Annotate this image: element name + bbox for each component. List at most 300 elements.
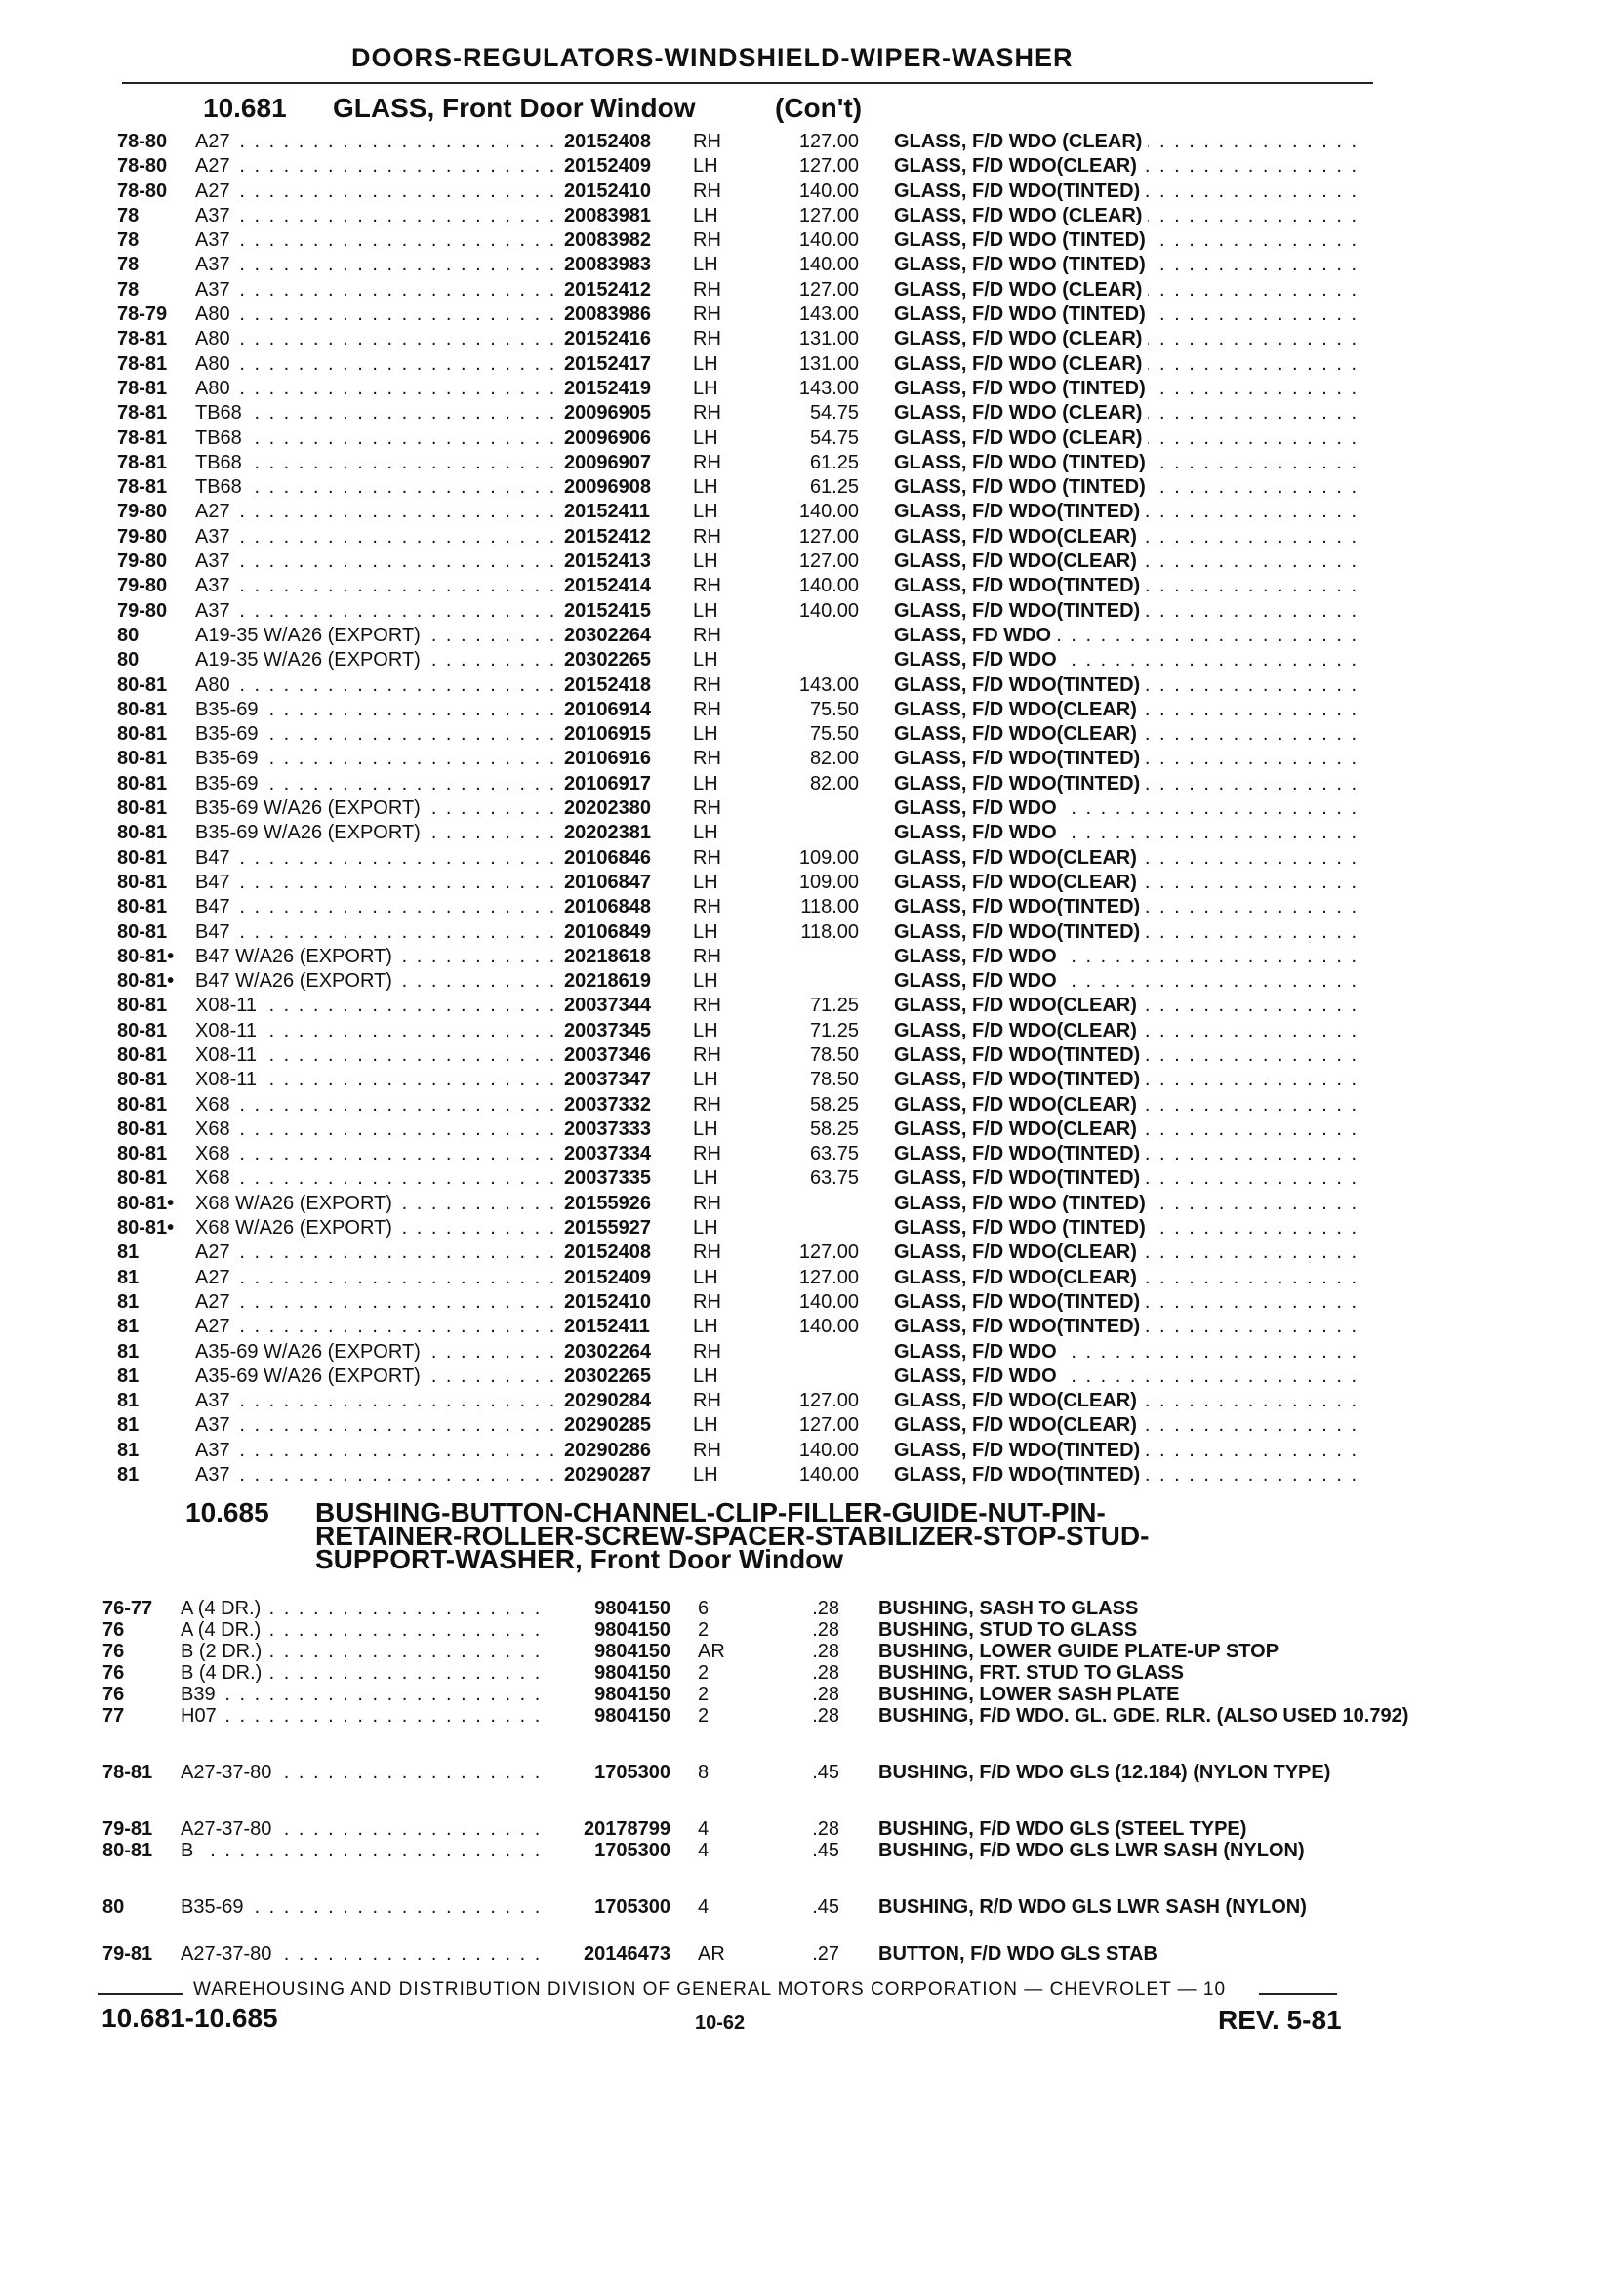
description-cell (894, 1142, 1480, 1166)
side: LH (693, 649, 718, 672)
side: RH (693, 673, 721, 696)
part-number: 20152417 (558, 352, 681, 377)
description: GLASS, F/D WDO (CLEAR) (894, 278, 1148, 303)
side: RH (693, 328, 721, 350)
model-code: A37 (195, 525, 236, 550)
description-cell (894, 377, 1480, 401)
quantity: 8 (698, 1762, 710, 1783)
model-years: 76 (102, 1619, 125, 1641)
description: GLASS, F/D WDO(CLEAR) (894, 994, 1143, 1018)
price: 143.00 (798, 673, 859, 696)
description-cell (894, 1364, 1480, 1389)
price: 58.25 (809, 1118, 859, 1140)
model-code: X08-11 (195, 1068, 263, 1092)
part-number: 20302264 (558, 624, 681, 648)
price: 63.75 (809, 1143, 859, 1165)
table-row (117, 1192, 1386, 1216)
description-cell (894, 1439, 1480, 1463)
quantity: 4 (698, 1840, 710, 1861)
description-cell (894, 772, 1480, 796)
part-number: 20152412 (558, 525, 681, 550)
model-years: 80-81 (117, 920, 168, 943)
model-years: 80 (117, 624, 140, 646)
description: GLASS, F/D WDO(TINTED) (894, 1142, 1146, 1166)
description-cell (894, 303, 1480, 327)
price: 140.00 (798, 599, 859, 622)
description-cell (894, 500, 1480, 524)
footer-page-number: 10-62 (695, 2013, 746, 2034)
side: RH (693, 1043, 721, 1066)
price: 127.00 (798, 525, 859, 548)
model-years: 78-80 (117, 155, 168, 178)
price: 61.25 (809, 451, 859, 473)
model-years: 81 (117, 1290, 140, 1313)
model-years: 81 (117, 1340, 140, 1363)
table-row (102, 1762, 1391, 1805)
model-years: 80-81 (117, 673, 168, 696)
model-years: 80-81 (117, 723, 168, 746)
model-code: TB68 (195, 427, 248, 451)
table-row (117, 920, 1386, 945)
model-years: 80-81 (117, 1019, 168, 1041)
model-code: X08-11 (195, 1019, 263, 1043)
model-code: A27 (195, 1315, 236, 1339)
part-number: 1705300 (544, 1840, 670, 1861)
model-years: 80-81• (117, 945, 175, 967)
part-number: 20290284 (558, 1389, 681, 1413)
quantity: 2 (698, 1705, 710, 1727)
price: 127.00 (798, 131, 859, 152)
table-row (117, 599, 1386, 624)
model-code: B35-69 (195, 747, 264, 771)
model-years: 79-80 (117, 575, 168, 597)
side: RH (693, 1093, 721, 1116)
side: RH (693, 995, 721, 1017)
parts-list-10681 (117, 130, 1386, 1487)
part-number: 20152416 (558, 327, 681, 351)
table-row (117, 1043, 1386, 1068)
table-row (102, 1598, 1391, 1619)
table-row (117, 327, 1386, 351)
model-years: 80-81 (117, 748, 168, 770)
side: LH (693, 599, 718, 622)
model-years: 78-81 (117, 328, 168, 350)
footer-rule-right (1259, 1993, 1337, 1995)
description-cell (894, 969, 1480, 994)
model-years: 81 (117, 1414, 140, 1437)
part-number: 20096908 (558, 475, 681, 500)
model-code: A27 (195, 154, 236, 179)
part-number: 20146473 (544, 1943, 670, 1965)
model-code: X68 (195, 1166, 236, 1191)
model-code: A80 (195, 352, 236, 377)
side: RH (693, 1242, 721, 1264)
model-code: B35-69 (195, 698, 264, 722)
description: BUSHING, F/D WDO. GL. GDE. RLR. (ALSO USED 10.792) (878, 1705, 1409, 1727)
part-number: 20152411 (558, 500, 681, 524)
model-years: 78-81 (117, 352, 168, 375)
price: 140.00 (798, 1464, 859, 1486)
description-cell (894, 253, 1480, 277)
table-row (117, 204, 1386, 228)
price: 143.00 (798, 304, 859, 326)
table-row (117, 747, 1386, 771)
part-number: 20106846 (558, 846, 681, 871)
description: GLASS, F/D WDO(TINTED) (894, 180, 1146, 204)
description-cell (894, 401, 1480, 426)
description: GLASS, F/D WDO(CLEAR) (894, 846, 1143, 871)
table-row (117, 1340, 1386, 1364)
part-number: 20152414 (558, 574, 681, 598)
price: 118.00 (800, 920, 859, 943)
model-years: 80-81 (117, 822, 168, 844)
part-number: 20037335 (558, 1166, 681, 1191)
description-cell (894, 327, 1480, 351)
price: 109.00 (798, 846, 859, 869)
table-row (117, 648, 1386, 672)
model-code: A27-37-80 (181, 1762, 277, 1783)
description: BUSHING, STUD TO GLASS (878, 1619, 1138, 1641)
model-years: 80-81 (117, 797, 168, 820)
part-number: 20152415 (558, 599, 681, 624)
side: RH (693, 797, 721, 820)
model-code: A27 (195, 130, 236, 154)
footer-publisher: WAREHOUSING AND DISTRIBUTION DIVISION OF GENERAL MOTORS CORPORATION — CHEVROLET — 10 (193, 1979, 1227, 2000)
quantity: 2 (698, 1684, 710, 1705)
description-cell (894, 747, 1480, 771)
part-number: 20083986 (558, 303, 681, 327)
price: .28 (812, 1641, 839, 1662)
part-number: 9804150 (544, 1684, 670, 1705)
table-row (102, 1896, 1391, 1939)
table-row (117, 1389, 1386, 1413)
model-code: TB68 (195, 475, 248, 500)
model-code: B (181, 1840, 199, 1861)
side: LH (693, 970, 718, 993)
model-code: B35-69 W/A26 (EXPORT) (195, 821, 426, 845)
price: 140.00 (798, 501, 859, 523)
price: 140.00 (798, 1290, 859, 1313)
part-number: 20155927 (558, 1216, 681, 1241)
model-years: 80-81 (117, 871, 168, 893)
model-code: H07 (181, 1705, 223, 1727)
header-rule (122, 82, 1373, 84)
description: GLASS, F/D WDO (TINTED) (894, 377, 1152, 401)
model-code: B47 (195, 846, 236, 871)
table-row (117, 1266, 1386, 1290)
table-row (117, 945, 1386, 969)
part-number: 20152418 (558, 673, 681, 698)
description: GLASS, F/D WDO (CLEAR) (894, 352, 1148, 377)
description-cell (894, 1315, 1480, 1339)
price: .28 (812, 1705, 839, 1727)
description: GLASS, F/D WDO(CLEAR) (894, 1118, 1143, 1142)
side: RH (693, 229, 721, 252)
description: GLASS, F/D WDO (894, 1364, 1063, 1389)
description-cell (894, 1019, 1480, 1043)
description-cell (894, 1413, 1480, 1438)
side: LH (693, 1167, 718, 1190)
part-number: 20152410 (558, 180, 681, 204)
model-code: B35-69 (181, 1896, 250, 1918)
model-years: 78 (117, 254, 140, 276)
part-number: 20106847 (558, 871, 681, 895)
part-number: 20290285 (558, 1413, 681, 1438)
side: RH (693, 1340, 721, 1363)
part-number: 20037332 (558, 1093, 681, 1118)
table-row (117, 796, 1386, 821)
part-number: 20290287 (558, 1463, 681, 1487)
table-row (117, 871, 1386, 895)
model-code: A27 (195, 1241, 236, 1265)
table-row (102, 1684, 1391, 1705)
description: GLASS, F/D WDO (CLEAR) (894, 130, 1148, 154)
price: 140.00 (798, 229, 859, 252)
price: 61.25 (809, 476, 859, 499)
side: LH (693, 723, 718, 746)
price: 131.00 (798, 352, 859, 375)
footer-rule-left (98, 1993, 183, 1995)
model-years: 78-81 (117, 451, 168, 473)
table-row (102, 1943, 1391, 1965)
part-number: 9804150 (544, 1705, 670, 1727)
description-cell (894, 574, 1480, 598)
description-cell (894, 871, 1480, 895)
section-number: 10.681 (203, 93, 287, 123)
part-number: 20037346 (558, 1043, 681, 1068)
description: GLASS, F/D WDO (TINTED) (894, 1192, 1152, 1216)
side: LH (693, 1019, 718, 1041)
part-number: 20152411 (558, 1315, 681, 1339)
part-number: 20083983 (558, 253, 681, 277)
model-code: A37 (195, 204, 236, 228)
description: GLASS, F/D WDO (CLEAR) (894, 327, 1148, 351)
part-number: 20106914 (558, 698, 681, 722)
side: LH (693, 1069, 718, 1091)
model-years: 78-81 (102, 1762, 153, 1783)
table-row (102, 1641, 1391, 1662)
price: 143.00 (798, 377, 859, 399)
part-number: 20106917 (558, 772, 681, 796)
description: BUSHING, F/D WDO GLS (12.184) (NYLON TYPE) (878, 1762, 1331, 1783)
description: GLASS, F/D WDO (894, 969, 1063, 994)
table-row (117, 180, 1386, 204)
model-code: A37 (195, 278, 236, 303)
table-row (117, 969, 1386, 994)
part-number: 20037347 (558, 1068, 681, 1092)
model-years: 78 (117, 229, 140, 252)
model-code: A37 (195, 253, 236, 277)
quantity: 4 (698, 1896, 710, 1918)
price: 82.00 (809, 772, 859, 794)
description-cell (894, 1216, 1480, 1241)
description: GLASS, F/D WDO(CLEAR) (894, 1241, 1143, 1265)
model-years: 80-81 (117, 1167, 168, 1190)
model-years: 78-81 (117, 402, 168, 425)
description: BUSHING, LOWER SASH PLATE (878, 1684, 1180, 1705)
part-number: 20290286 (558, 1439, 681, 1463)
model-code: A35-69 W/A26 (EXPORT) (195, 1340, 426, 1364)
part-number: 20152412 (558, 278, 681, 303)
side: LH (693, 1464, 718, 1486)
description: GLASS, F/D WDO(TINTED) (894, 1166, 1146, 1191)
model-code: A (4 DR.) (181, 1619, 266, 1641)
side: RH (693, 698, 721, 720)
model-years: 79-80 (117, 550, 168, 573)
part-number: 20152413 (558, 550, 681, 574)
model-years: 80 (102, 1896, 125, 1918)
price: 75.50 (809, 698, 859, 720)
price: .45 (812, 1840, 839, 1861)
model-code: A80 (195, 327, 236, 351)
part-number: 20218619 (558, 969, 681, 994)
model-code: A27 (195, 1290, 236, 1315)
price: 78.50 (809, 1043, 859, 1066)
description: GLASS, F/D WDO (894, 648, 1063, 672)
side: RH (693, 278, 721, 301)
price: 54.75 (809, 427, 859, 449)
part-number: 20178799 (544, 1818, 670, 1840)
model-code: A37 (195, 1389, 236, 1413)
side: RH (693, 1439, 721, 1461)
table-row (117, 130, 1386, 154)
part-number: 20096905 (558, 401, 681, 426)
model-code: B35-69 (195, 722, 264, 747)
side: RH (693, 451, 721, 473)
table-row (117, 1216, 1386, 1241)
continued-label: (Con't) (775, 93, 863, 123)
model-years: 76 (102, 1662, 125, 1684)
description: GLASS, F/D WDO(CLEAR) (894, 550, 1143, 574)
description-cell (894, 1340, 1480, 1364)
description: GLASS, F/D WDO (TINTED) (894, 1216, 1152, 1241)
side: RH (693, 1143, 721, 1165)
model-years: 78-81 (117, 476, 168, 499)
description-cell (894, 228, 1480, 253)
description-cell (894, 648, 1480, 672)
price: 127.00 (798, 550, 859, 573)
section-number: 10.685 (185, 1497, 269, 1527)
model-code: A19-35 W/A26 (EXPORT) (195, 648, 426, 672)
table-row (117, 401, 1386, 426)
part-number: 20037344 (558, 994, 681, 1018)
description-cell (894, 624, 1480, 648)
price: 127.00 (798, 155, 859, 178)
part-number: 9804150 (544, 1662, 670, 1684)
description: GLASS, F/D WDO (894, 796, 1063, 821)
table-row (117, 1068, 1386, 1092)
side: RH (693, 748, 721, 770)
model-code: A27-37-80 (181, 1818, 277, 1840)
section-title: BUSHING-BUTTON-CHANNEL-CLIP-FILLER-GUIDE-NUT-PIN- RETAINER-ROLLER-SCREW-SPACER-STABILIZER-STOP-STUD- SUPPORT-WASHER, Front Door Window (315, 1497, 1150, 1574)
price: .45 (812, 1896, 839, 1918)
price: 63.75 (809, 1167, 859, 1190)
price: 140.00 (798, 180, 859, 202)
description-cell (894, 1192, 1480, 1216)
model-code: X68 (195, 1093, 236, 1118)
part-number: 20202380 (558, 796, 681, 821)
description: GLASS, F/D WDO (CLEAR) (894, 401, 1148, 426)
side: RH (693, 1192, 721, 1214)
model-code: X68 (195, 1142, 236, 1166)
table-row (117, 278, 1386, 303)
model-code: A37 (195, 1463, 236, 1487)
description: GLASS, F/D WDO (TINTED) (894, 451, 1152, 475)
price: 127.00 (798, 1414, 859, 1437)
quantity: AR (698, 1641, 725, 1662)
part-number: 20152409 (558, 154, 681, 179)
model-code: TB68 (195, 401, 248, 426)
price: 71.25 (809, 1019, 859, 1041)
model-years: 81 (117, 1316, 140, 1338)
table-row (117, 500, 1386, 524)
side: RH (693, 575, 721, 597)
price: .28 (812, 1662, 839, 1684)
description-cell (894, 154, 1480, 179)
side: RH (693, 304, 721, 326)
model-years: 80-81 (117, 1143, 168, 1165)
description: GLASS, F/D WDO (894, 1340, 1063, 1364)
table-row (117, 821, 1386, 845)
quantity: 2 (698, 1619, 710, 1641)
part-number: 20152410 (558, 1290, 681, 1315)
part-number: 20155926 (558, 1192, 681, 1216)
model-years: 81 (117, 1390, 140, 1412)
model-code: X08-11 (195, 1043, 263, 1068)
description: GLASS, F/D WDO(TINTED) (894, 673, 1146, 698)
description: GLASS, F/D WDO(CLEAR) (894, 722, 1143, 747)
price: 127.00 (798, 204, 859, 226)
description-cell (894, 698, 1480, 722)
part-number: 20218618 (558, 945, 681, 969)
table-row (117, 1241, 1386, 1265)
side: LH (693, 1364, 718, 1387)
side: LH (693, 550, 718, 573)
model-code: A37 (195, 1439, 236, 1463)
description: GLASS, F/D WDO(CLEAR) (894, 154, 1143, 179)
table-row (117, 673, 1386, 698)
description-cell (894, 722, 1480, 747)
table-row (117, 1118, 1386, 1142)
description-cell (894, 945, 1480, 969)
side: RH (693, 402, 721, 425)
price: .27 (812, 1943, 839, 1965)
price: 140.00 (798, 1439, 859, 1461)
model-code: A (4 DR.) (181, 1598, 266, 1619)
model-years: 76 (102, 1641, 125, 1662)
description-cell (894, 1389, 1480, 1413)
model-code: A80 (195, 303, 236, 327)
side: RH (693, 1290, 721, 1313)
model-code: A80 (195, 377, 236, 401)
description: BUTTON, F/D WDO GLS STAB (878, 1943, 1157, 1965)
model-code: B (2 DR.) (181, 1641, 267, 1662)
part-number: 20083982 (558, 228, 681, 253)
price: 140.00 (798, 1316, 859, 1338)
side: LH (693, 1118, 718, 1140)
side: LH (693, 352, 718, 375)
side: RH (693, 525, 721, 548)
price: 127.00 (798, 1390, 859, 1412)
description: GLASS, F/D WDO(TINTED) (894, 747, 1146, 771)
model-years: 81 (117, 1266, 140, 1288)
model-years: 80-81 (117, 1118, 168, 1140)
side: LH (693, 920, 718, 943)
table-row (102, 1705, 1409, 1748)
model-years: 79-80 (117, 525, 168, 548)
description: GLASS, F/D WDO(TINTED) (894, 920, 1146, 945)
model-years: 79-81 (102, 1818, 153, 1840)
